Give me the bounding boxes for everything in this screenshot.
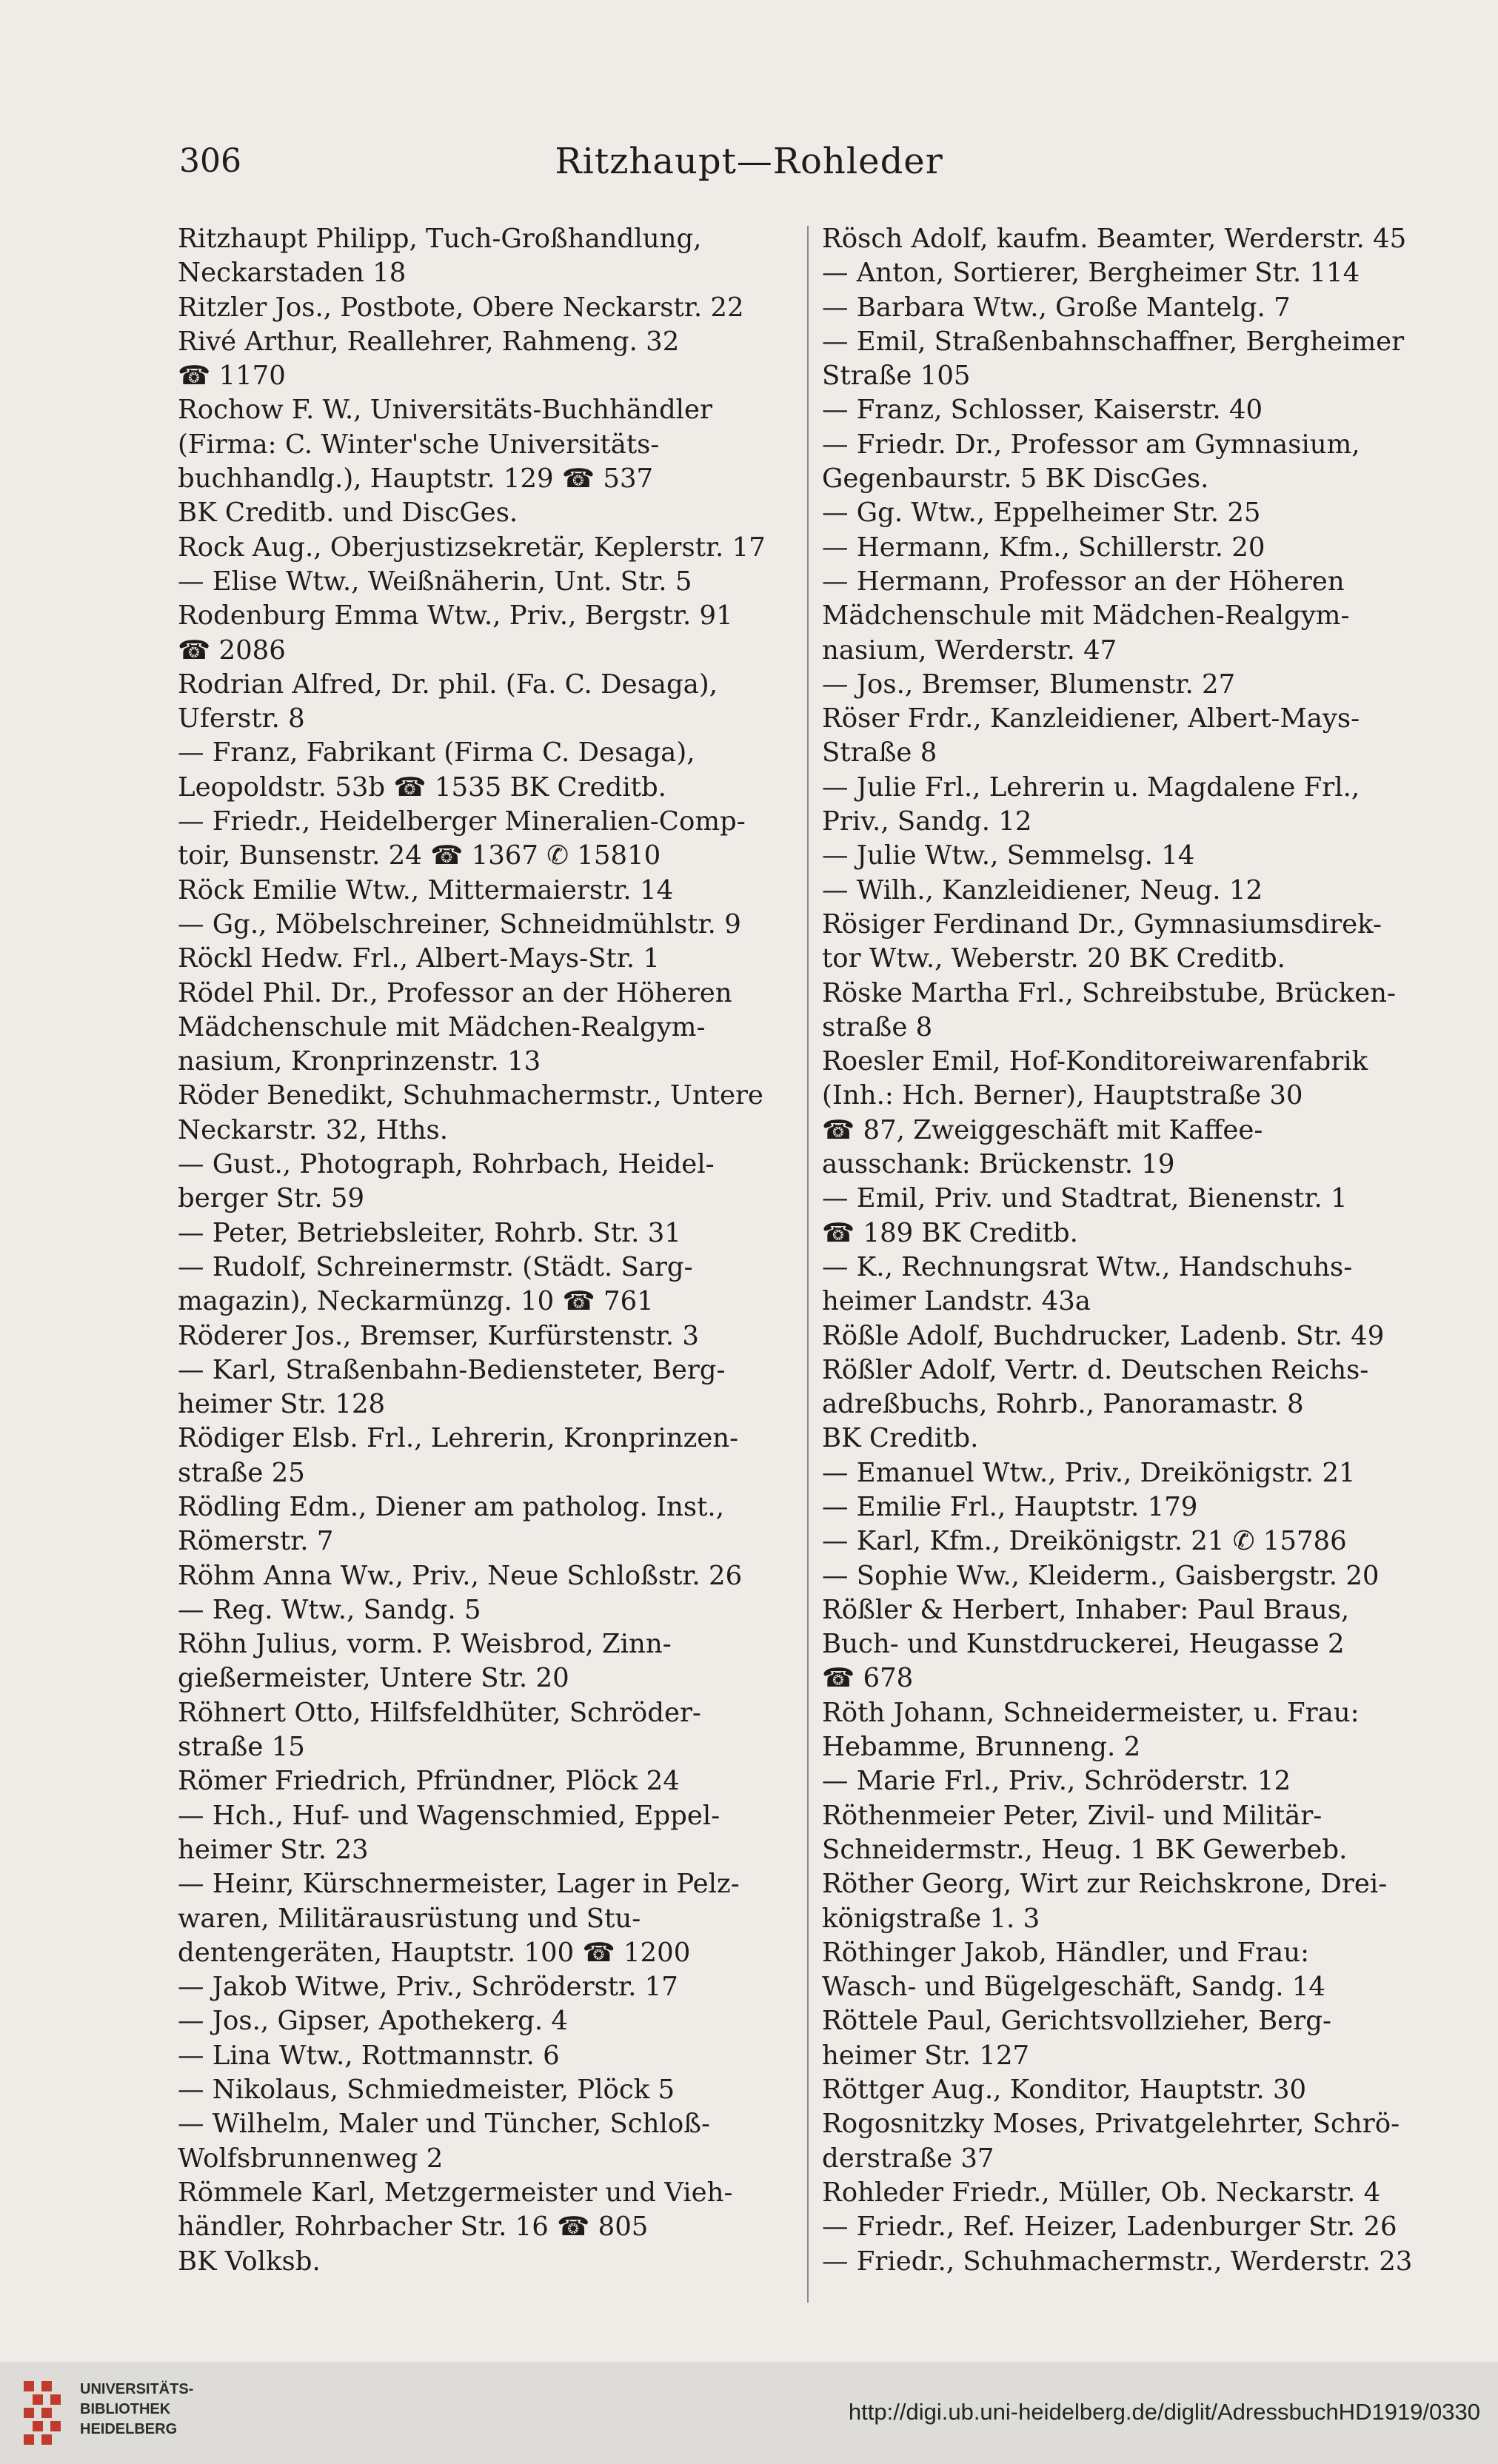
entry-line: waren, Militärausrüstung und Stu- xyxy=(178,1903,641,1934)
library-name: UNIVERSITÄTS- BIBLIOTHEK HEIDELBERG xyxy=(80,2381,194,2437)
page-number: 306 xyxy=(179,142,241,180)
entry-line: — Nikolaus, Schmiedmeister, Plöck 5 xyxy=(178,2075,675,2106)
entry-line: — Friedr., Ref. Heizer, Ladenburger Str. 26 xyxy=(822,2212,1397,2243)
entry-line: (Firma: C. Winter'sche Universitäts- xyxy=(178,429,660,460)
entry-line: ausschank: Brückenstr. 19 xyxy=(822,1149,1175,1180)
entry-line: — Gg. Wtw., Eppelheimer Str. 25 xyxy=(822,498,1261,529)
entry-line: Roesler Emil, Hof-Konditoreiwarenfabrik xyxy=(822,1046,1368,1077)
entry-line: — Emilie Frl., Hauptstr. 179 xyxy=(822,1491,1198,1522)
page-title: Ritzhaupt—Rohleder xyxy=(555,141,943,182)
entry-line: — Emil, Straßenbahnschaffner, Bergheimer xyxy=(822,326,1405,357)
entry-line: — Jakob Witwe, Priv., Schröderstr. 17 xyxy=(178,1972,678,2003)
entry-line: Neckarstr. 32, Hths. xyxy=(178,1114,449,1145)
entry-line: — Reg. Wtw., Sandg. 5 xyxy=(178,1594,481,1625)
entry-line: Rochow F. W., Universitäts-Buchhändler xyxy=(178,395,712,426)
entry-line: — Karl, Kfm., Dreikönigstr. 21 ✆ 15786 xyxy=(822,1526,1347,1557)
entry-line: — Heinr, Kürschnermeister, Lager in Pelz- xyxy=(178,1869,740,1900)
entry-line: Straße 8 xyxy=(822,737,937,769)
entry-line: straße 8 xyxy=(822,1011,933,1042)
entry-line: BK Creditb. und DiscGes. xyxy=(178,498,518,529)
entry-line: nasium, Werderstr. 47 xyxy=(822,635,1117,666)
entry-line: buchhandlg.), Hauptstr. 129 ☎ 537 xyxy=(178,463,654,495)
entry-line: — Anton, Sortierer, Bergheimer Str. 114 xyxy=(822,258,1360,289)
entry-line: berger Str. 59 xyxy=(178,1183,365,1214)
entry-line: — Wilhelm, Maler und Tüncher, Schloß- xyxy=(178,2109,710,2140)
entry-line: Rodenburg Emma Wtw., Priv., Bergstr. 91 xyxy=(178,600,733,632)
entry-line: Röthinger Jakob, Händler, und Frau: xyxy=(822,1937,1310,1968)
entry-line: — Karl, Straßenbahn-Bediensteter, Berg- xyxy=(178,1354,726,1385)
column-divider xyxy=(807,226,809,2303)
entry-line: Rödiger Elsb. Frl., Lehrerin, Kronprinzen- xyxy=(178,1423,739,1454)
entry-line: — Hermann, Kfm., Schillerstr. 20 xyxy=(822,532,1265,563)
entry-line: Röhnert Otto, Hilfsfeldhüter, Schröder- xyxy=(178,1697,701,1728)
entry-line: Priv., Sandg. 12 xyxy=(822,806,1032,837)
entry-line: dentengeräten, Hauptstr. 100 ☎ 1200 xyxy=(178,1937,691,1968)
page-header xyxy=(0,139,1498,191)
entry-line: — Barbara Wtw., Große Mantelg. 7 xyxy=(822,292,1291,323)
entry-line: — Friedr. Dr., Professor am Gymnasium, xyxy=(822,429,1360,460)
entry-line: Röttger Aug., Konditor, Hauptstr. 30 xyxy=(822,2075,1307,2106)
entry-line: ☎ 678 xyxy=(822,1663,914,1694)
entry-line: — Sophie Ww., Kleiderm., Gaisbergstr. 20 xyxy=(822,1560,1380,1591)
entry-line: adreßbuchs, Rohrb., Panoramastr. 8 xyxy=(822,1389,1304,1420)
entry-line: heimer Str. 127 xyxy=(822,2040,1030,2071)
entry-line: Röhm Anna Ww., Priv., Neue Schloßstr. 26 xyxy=(178,1560,743,1591)
entry-line: Rößler & Herbert, Inhaber: Paul Braus, xyxy=(822,1594,1350,1625)
entry-line: derstraße 37 xyxy=(822,2143,994,2174)
entry-line: — Marie Frl., Priv., Schröderstr. 12 xyxy=(822,1766,1291,1797)
university-library-logo-icon xyxy=(22,2378,73,2446)
entry-line: Rodrian Alfred, Dr. phil. (Fa. C. Desaga), xyxy=(178,669,718,700)
entry-line: Röske Martha Frl., Schreibstube, Brücken- xyxy=(822,977,1396,1008)
entry-line: ☎ 2086 xyxy=(178,635,286,666)
entry-line: ☎ 87, Zweiggeschäft mit Kaffee- xyxy=(822,1114,1263,1145)
entry-line: Röther Georg, Wirt zur Reichskrone, Drei- xyxy=(822,1869,1388,1900)
entry-line: Röder Benedikt, Schuhmachermstr., Untere xyxy=(178,1080,763,1111)
entry-line: Rock Aug., Oberjustizsekretär, Keplerstr. 17 xyxy=(178,532,766,563)
entry-line: Ritzler Jos., Postbote, Obere Neckarstr. 22 xyxy=(178,292,744,323)
entry-line: magazin), Neckarmünzg. 10 ☎ 761 xyxy=(178,1286,654,1317)
entry-line: Röthenmeier Peter, Zivil- und Militär- xyxy=(822,1800,1323,1831)
entry-line: heimer Str. 23 xyxy=(178,1834,369,1865)
entry-line: Röhn Julius, vorm. P. Weisbrod, Zinn- xyxy=(178,1629,672,1660)
entry-line: — Peter, Betriebsleiter, Rohrb. Str. 31 xyxy=(178,1217,681,1248)
entry-line: Rößle Adolf, Buchdrucker, Ladenb. Str. 49 xyxy=(822,1320,1385,1351)
entry-line: Ritzhaupt Philipp, Tuch-Großhandlung, xyxy=(178,224,702,254)
source-url[interactable]: http://digi.ub.uni-heidelberg.de/diglit/AdressbuchHD1919/0330 xyxy=(848,2399,1480,2425)
right-column xyxy=(822,222,1451,2279)
entry-line: Rößler Adolf, Vertr. d. Deutschen Reichs- xyxy=(822,1354,1369,1385)
entry-line: (Inh.: Hch. Berner), Hauptstraße 30 xyxy=(822,1080,1303,1111)
entry-line: — K., Rechnungsrat Wtw., Handschuhs- xyxy=(822,1251,1353,1282)
entry-line: Mädchenschule mit Mädchen-Realgym- xyxy=(822,600,1350,632)
entry-line: — Franz, Schlosser, Kaiserstr. 40 xyxy=(822,395,1263,426)
entry-line: — Elise Wtw., Weißnäherin, Unt. Str. 5 xyxy=(178,566,692,597)
entry-line: — Gust., Photograph, Rohrbach, Heidel- xyxy=(178,1149,715,1180)
entry-line: ☎ 189 BK Creditb. xyxy=(822,1217,1078,1248)
entry-line: Römerstr. 7 xyxy=(178,1526,334,1557)
entry-line: — Emanuel Wtw., Priv., Dreikönigstr. 21 xyxy=(822,1457,1356,1488)
entry-line: Rödling Edm., Diener am patholog. Inst., xyxy=(178,1491,724,1522)
entry-line: BK Volksb. xyxy=(178,2246,321,2277)
entry-line: Leopoldstr. 53b ☎ 1535 BK Creditb. xyxy=(178,771,666,803)
entry-line: — Friedr., Heidelberger Mineralien-Comp- xyxy=(178,806,746,837)
entry-line: Römmele Karl, Metzgermeister und Vieh- xyxy=(178,2177,733,2208)
entry-line: Röckl Hedw. Frl., Albert-Mays-Str. 1 xyxy=(178,943,660,974)
entry-line: nasium, Kronprinzenstr. 13 xyxy=(178,1046,541,1077)
entry-line: heimer Str. 128 xyxy=(178,1389,386,1420)
entry-line: Röth Johann, Schneidermeister, u. Frau: xyxy=(822,1697,1360,1728)
entry-line: Rösiger Ferdinand Dr., Gymnasiumsdirek- xyxy=(822,908,1382,940)
entry-line: — Lina Wtw., Rottmannstr. 6 xyxy=(178,2040,560,2071)
entry-line: heimer Landstr. 43a xyxy=(822,1286,1091,1317)
entry-line: — Emil, Priv. und Stadtrat, Bienenstr. 1 xyxy=(822,1183,1348,1214)
entry-line: — Friedr., Schuhmachermstr., Werderstr. 23 xyxy=(822,2246,1413,2277)
entry-line: straße 25 xyxy=(178,1457,305,1488)
entry-line: — Hermann, Professor an der Höheren xyxy=(822,566,1345,597)
entry-line: — Gg., Möbelschreiner, Schneidmühlstr. 9 xyxy=(178,908,741,940)
entry-line: Wolfsbrunnenweg 2 xyxy=(178,2143,444,2174)
entry-line: Röck Emilie Wtw., Mittermaierstr. 14 xyxy=(178,874,674,905)
entry-line: Rogosnitzky Moses, Privatgelehrter, Schrö- xyxy=(822,2109,1400,2140)
entry-line: Rösch Adolf, kaufm. Beamter, Werderstr. 45 xyxy=(822,224,1407,254)
entry-line: gießermeister, Untere Str. 20 xyxy=(178,1663,569,1694)
entry-line: Gegenbaurstr. 5 BK DiscGes. xyxy=(822,463,1209,495)
entry-line: — Julie Wtw., Semmelsg. 14 xyxy=(822,840,1195,871)
entry-line: Rohleder Friedr., Müller, Ob. Neckarstr. 4 xyxy=(822,2177,1381,2208)
entry-line: — Julie Frl., Lehrerin u. Magdalene Frl., xyxy=(822,771,1360,803)
entry-line: Uferstr. 8 xyxy=(178,703,305,734)
left-column xyxy=(178,222,807,2279)
entry-line: toir, Bunsenstr. 24 ☎ 1367 ✆ 15810 xyxy=(178,840,661,871)
entry-line: — Wilh., Kanzleidiener, Neug. 12 xyxy=(822,874,1263,905)
entry-line: Römer Friedrich, Pfründner, Plöck 24 xyxy=(178,1766,680,1797)
entry-line: Röttele Paul, Gerichtsvollzieher, Berg- xyxy=(822,2006,1331,2037)
entry-line: — Jos., Bremser, Blumenstr. 27 xyxy=(822,669,1236,700)
entry-line: — Jos., Gipser, Apothekerg. 4 xyxy=(178,2006,569,2037)
entry-line: Mädchenschule mit Mädchen-Realgym- xyxy=(178,1011,706,1042)
entry-line: Wasch- und Bügelgeschäft, Sandg. 14 xyxy=(822,1972,1325,2003)
entry-line: — Hch., Huf- und Wagenschmied, Eppel- xyxy=(178,1800,720,1831)
entry-line: Rödel Phil. Dr., Professor an der Höheren xyxy=(178,977,732,1008)
entry-line: ☎ 1170 xyxy=(178,361,286,392)
entry-line: händler, Rohrbacher Str. 16 ☎ 805 xyxy=(178,2212,649,2243)
entry-line: Buch- und Kunstdruckerei, Heugasse 2 xyxy=(822,1629,1345,1660)
entry-line: tor Wtw., Weberstr. 20 BK Creditb. xyxy=(822,943,1285,974)
entry-line: — Rudolf, Schreinermstr. (Städt. Sarg- xyxy=(178,1251,693,1282)
entry-line: Schneidermstr., Heug. 1 BK Gewerbeb. xyxy=(822,1834,1348,1865)
entry-line: Neckarstaden 18 xyxy=(178,258,407,289)
entry-line: Hebamme, Brunneng. 2 xyxy=(822,1732,1141,1763)
entry-line: Straße 105 xyxy=(822,361,971,392)
entry-line: — Franz, Fabrikant (Firma C. Desaga), xyxy=(178,737,695,769)
entry-line: BK Creditb. xyxy=(822,1423,979,1454)
entry-line: Röser Frdr., Kanzleidiener, Albert-Mays- xyxy=(822,703,1360,734)
entry-line: straße 15 xyxy=(178,1732,305,1763)
entry-line: königstraße 1. 3 xyxy=(822,1903,1040,1934)
entry-line: Röderer Jos., Bremser, Kurfürstenstr. 3 xyxy=(178,1320,699,1351)
entry-line: Rivé Arthur, Reallehrer, Rahmeng. 32 xyxy=(178,326,680,357)
